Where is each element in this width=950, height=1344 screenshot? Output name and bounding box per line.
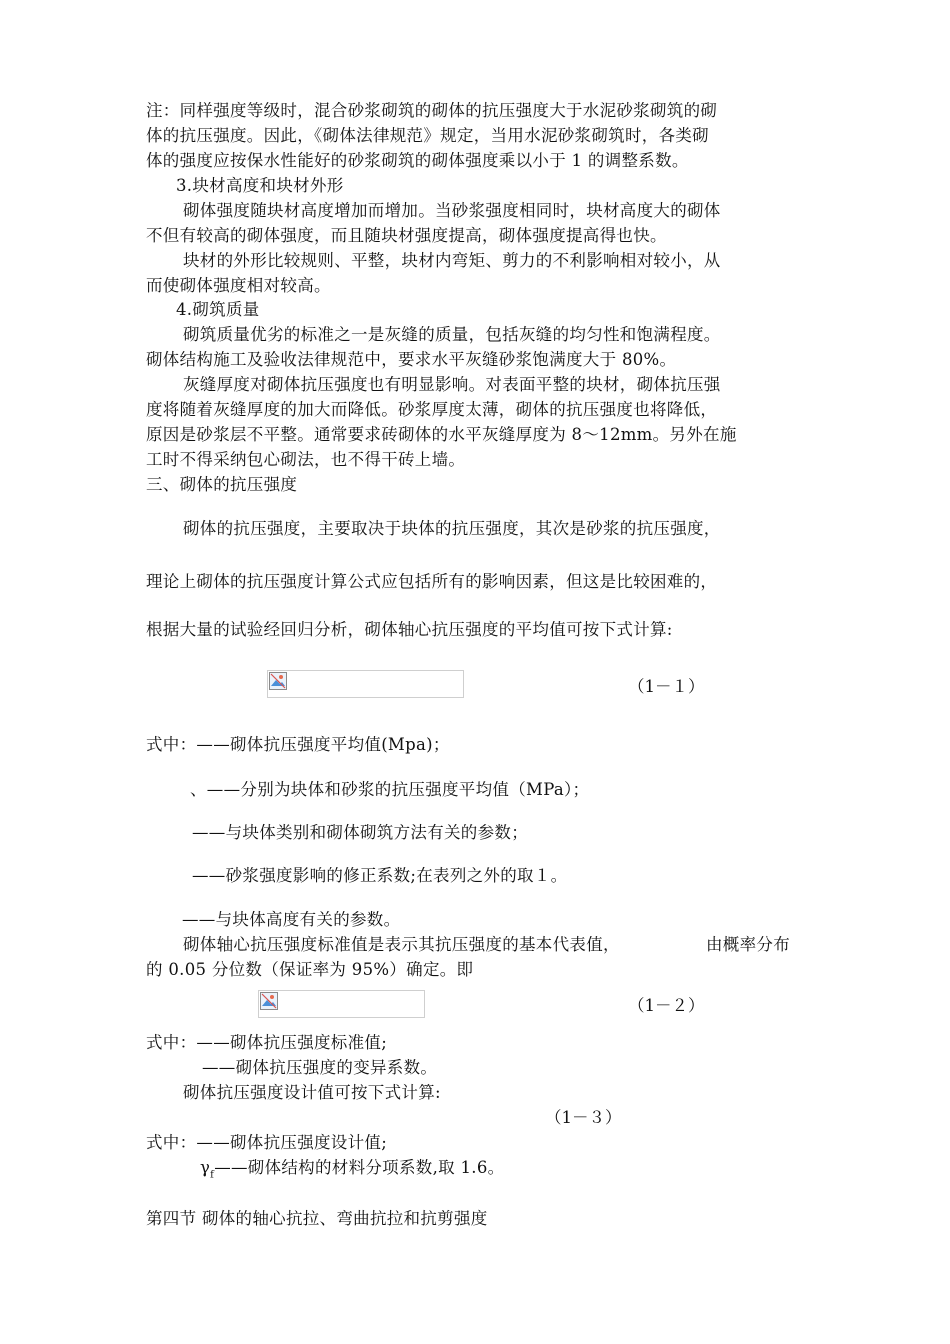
paragraph-line: 工时不得采纳包心砌法，也不得干砖上墙。 bbox=[146, 450, 466, 469]
paragraph-line: 体的强度应按保水性能好的砂浆砌筑的砌体强度乘以小于 1 的调整系数。 bbox=[146, 151, 689, 170]
paragraph-line: 的 0.05 分位数（保证率为 95%）确定。即 bbox=[146, 960, 474, 979]
paragraph-line: 砌体的抗压强度，主要取决于块体的抗压强度，其次是砂浆的抗压强度， bbox=[183, 519, 721, 538]
paragraph-line: 注：同样强度等级时，混合砂浆砌筑的砌体的抗压强度大于水泥砂浆砌筑的砌 bbox=[146, 101, 718, 120]
paragraph-line: 度将随着灰缝厚度的加大而降低。砂浆厚度太薄，砌体的抗压强度也将降低， bbox=[146, 400, 718, 419]
subheading: 3.块材高度和块材外形 bbox=[176, 176, 344, 195]
broken-image-icon bbox=[260, 992, 278, 1010]
section-heading: 第四节 砌体的轴心抗拉、弯曲抗拉和抗剪强度 bbox=[146, 1209, 488, 1228]
paragraph-line: 砌体轴心抗压强度标准值是表示其抗压强度的基本代表值， bbox=[183, 935, 620, 954]
paragraph-line: 根据大量的试验经回归分析，砌体轴心抗压强度的平均值可按下式计算: bbox=[146, 620, 673, 639]
equation-number: （1－１） bbox=[628, 677, 705, 696]
paragraph-line: 块材的外形比较规则、平整，块材内弯矩、剪力的不利影响相对较小，从 bbox=[183, 251, 721, 270]
formula-image-2 bbox=[258, 990, 425, 1018]
paragraph-line: 砌筑质量优劣的标准之一是灰缝的质量，包括灰缝的均匀性和饱满程度。 bbox=[183, 325, 721, 344]
formula-image-1 bbox=[267, 670, 464, 698]
paragraph-line: 体的抗压强度。因此，《砌体法律规范》规定，当用水泥砂浆砌筑时，各类砌 bbox=[146, 126, 709, 145]
paragraph-line: 不但有较高的砌体强度，而且随块材强度提高，砌体强度提高得也快。 bbox=[146, 226, 667, 245]
equation-number: （1－３） bbox=[545, 1108, 622, 1127]
equation-number: （1－２） bbox=[628, 996, 705, 1015]
gamma-subscript: f bbox=[210, 1169, 215, 1181]
paragraph-line: 灰缝厚度对砌体抗压强度也有明显影响。对表面平整的块材，砌体抗压强 bbox=[183, 375, 721, 394]
paragraph-line: 而使砌体强度相对较高。 bbox=[146, 276, 331, 295]
where-line: ——与块体类别和砌体砌筑方法有关的参数； bbox=[192, 823, 528, 842]
gamma-symbol: γ bbox=[200, 1158, 211, 1177]
section-heading: 三、砌体的抗压强度 bbox=[146, 475, 298, 494]
where-line bbox=[200, 1157, 504, 1186]
paragraph-line: 砌体抗压强度设计值可按下式计算: bbox=[183, 1083, 441, 1102]
where-line: 、——分别为块体和砂浆的抗压强度平均值（MPa）； bbox=[190, 780, 590, 799]
paragraph-line: 理论上砌体的抗压强度计算公式应包括所有的影响因素，但这是比较困难的， bbox=[146, 572, 718, 591]
paragraph-line: 砌体结构施工及验收法律规范中，要求水平灰缝砂浆饱满度大于 80%。 bbox=[146, 350, 677, 369]
where-line: 式中：——砌体抗压强度标准值; bbox=[146, 1033, 388, 1052]
paragraph-line: 砌体强度随块材高度增加而增加。当砂浆强度相同时，块材高度大的砌体 bbox=[183, 201, 721, 220]
where-line: 式中：——砌体抗压强度设计值; bbox=[146, 1133, 388, 1152]
where-line: 式中：——砌体抗压强度平均值(Mpa)； bbox=[146, 735, 450, 754]
paragraph-line: 由概率分布 bbox=[706, 935, 790, 954]
where-text: ——砌体结构的材料分项系数,取 1.6。 bbox=[214, 1158, 505, 1177]
where-line: ——砌体抗压强度的变异系数。 bbox=[202, 1058, 438, 1077]
subheading: 4.砌筑质量 bbox=[176, 300, 260, 319]
broken-image-icon bbox=[269, 672, 287, 690]
where-line: ——与块体高度有关的参数。 bbox=[182, 910, 401, 929]
paragraph-line: 原因是砂浆层不平整。通常要求砖砌体的水平灰缝厚度为 8～12mm。另外在施 bbox=[146, 425, 737, 444]
where-line: ——砂浆强度影响的修正系数;在表列之外的取１。 bbox=[192, 866, 568, 885]
